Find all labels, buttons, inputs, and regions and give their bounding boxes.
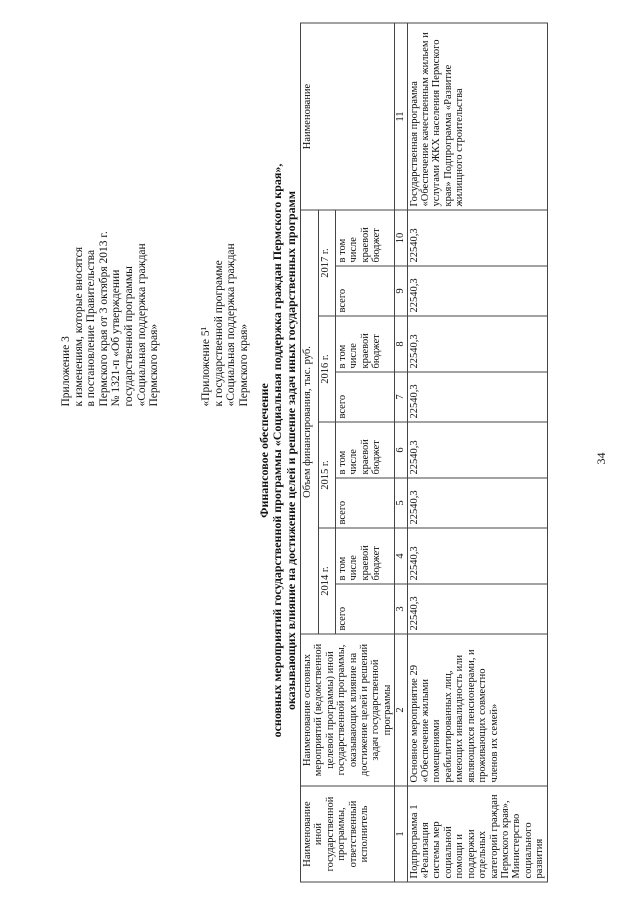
appendix-line: в постановление Правительства (85, 249, 98, 407)
appendix-line: Пермского края» (237, 323, 250, 407)
appendix-line: к государственной программе (212, 260, 225, 407)
document-title (258, 21, 298, 881)
column-number: 3 (395, 584, 407, 634)
header-year: 2017 г. (318, 210, 336, 316)
column-number: 11 (395, 23, 407, 210)
title-line: оказывающих влияние на достижение целей и решение задач иных государственных программ (283, 190, 298, 711)
column-number-row (395, 23, 407, 882)
column-number: 6 (395, 422, 407, 478)
measure-cell: Основное мероприятие 29 «Обеспечение жилыми помещениями реабилитированных лиц, имеющих инвалидность или являющихся пенсионерами, и проживающих совместно членов их семей» (407, 634, 547, 786)
appendix-line: Пермского края» (148, 323, 161, 407)
header-regional: в том числе краевой бюджет (336, 316, 395, 372)
value-cell: 22540,3 (407, 266, 547, 316)
header-regional: в том числе краевой бюджет (336, 528, 395, 584)
appendix-line: «Социальная поддержка граждан (135, 243, 148, 407)
page-number: 34 (594, 452, 608, 465)
value-cell: 22540,3 (407, 210, 547, 266)
value-cell: 22540,3 (407, 478, 547, 528)
appendix-line: к изменениям, которые вносятся (72, 246, 85, 407)
title-line: Финансовое обеспечение (257, 383, 271, 518)
column-number: 5 (395, 478, 407, 528)
column-number: 7 (395, 372, 407, 422)
header-measure: Наименование основных мероприятий (ведомственной целевой программы) иной государственной программы, оказывающих влияние на достижение целей и решений задач государственной программы (301, 634, 395, 786)
header-program: Наименование иной государственной программы, ответственный исполнитель (301, 786, 395, 882)
appendix-line: «Приложение 5¹ (200, 326, 212, 407)
appendix-line: № 1321-п «Об утверждении (110, 269, 123, 407)
value-cell: 22540,3 (407, 372, 547, 422)
column-number: 10 (395, 210, 407, 266)
column-number: 4 (395, 528, 407, 584)
appendix-line: государственной программы (122, 266, 135, 407)
value-cell: 22540,3 (407, 316, 547, 372)
appendix-subheader (200, 77, 250, 407)
header-total: всего (336, 584, 395, 634)
header-year: 2015 г. (318, 422, 336, 528)
appendix-line: Пермского края от 3 октября 2013 г. (97, 231, 110, 407)
appendix-header (60, 77, 161, 407)
financing-table (300, 23, 548, 883)
header-name: Наименование (301, 23, 395, 210)
name-cell: Государственная программа «Обеспечение качественным жильем и услугами ЖКХ населения Пермского края» Подпрограмма «Развитие жилищного строительства (407, 23, 547, 210)
header-row (301, 23, 319, 882)
value-cell: 22540,3 (407, 422, 547, 478)
appendix-line: «Социальная поддержка граждан (225, 243, 238, 407)
column-number: 8 (395, 316, 407, 372)
value-cell: 22540,3 (407, 584, 547, 634)
title-line: основных мероприятий государственной программы «Социальная поддержка граждан Пермского края», (270, 163, 285, 738)
header-total: всего (336, 266, 395, 316)
appendix-line: Приложение 3 (60, 336, 72, 407)
column-number: 9 (395, 266, 407, 316)
header-year: 2014 г. (318, 528, 336, 634)
column-number: 1 (395, 786, 407, 882)
table-row (407, 23, 547, 882)
header-year: 2016 г. (318, 316, 336, 422)
header-regional: в том числе краевой бюджет (336, 422, 395, 478)
header-funding: Объем финансирования, тыс. руб. (301, 210, 319, 634)
column-number: 2 (395, 634, 407, 786)
program-cell: Подпрограмма 1 «Реализация системы мер социальной помощи и поддержки отдельных категорий граждан Пермского края», Министерство социального развития (407, 786, 547, 882)
header-regional: в том числе краевой бюджет (336, 210, 395, 266)
header-total: всего (336, 372, 395, 422)
value-cell: 22540,3 (407, 528, 547, 584)
header-total: всего (336, 478, 395, 528)
